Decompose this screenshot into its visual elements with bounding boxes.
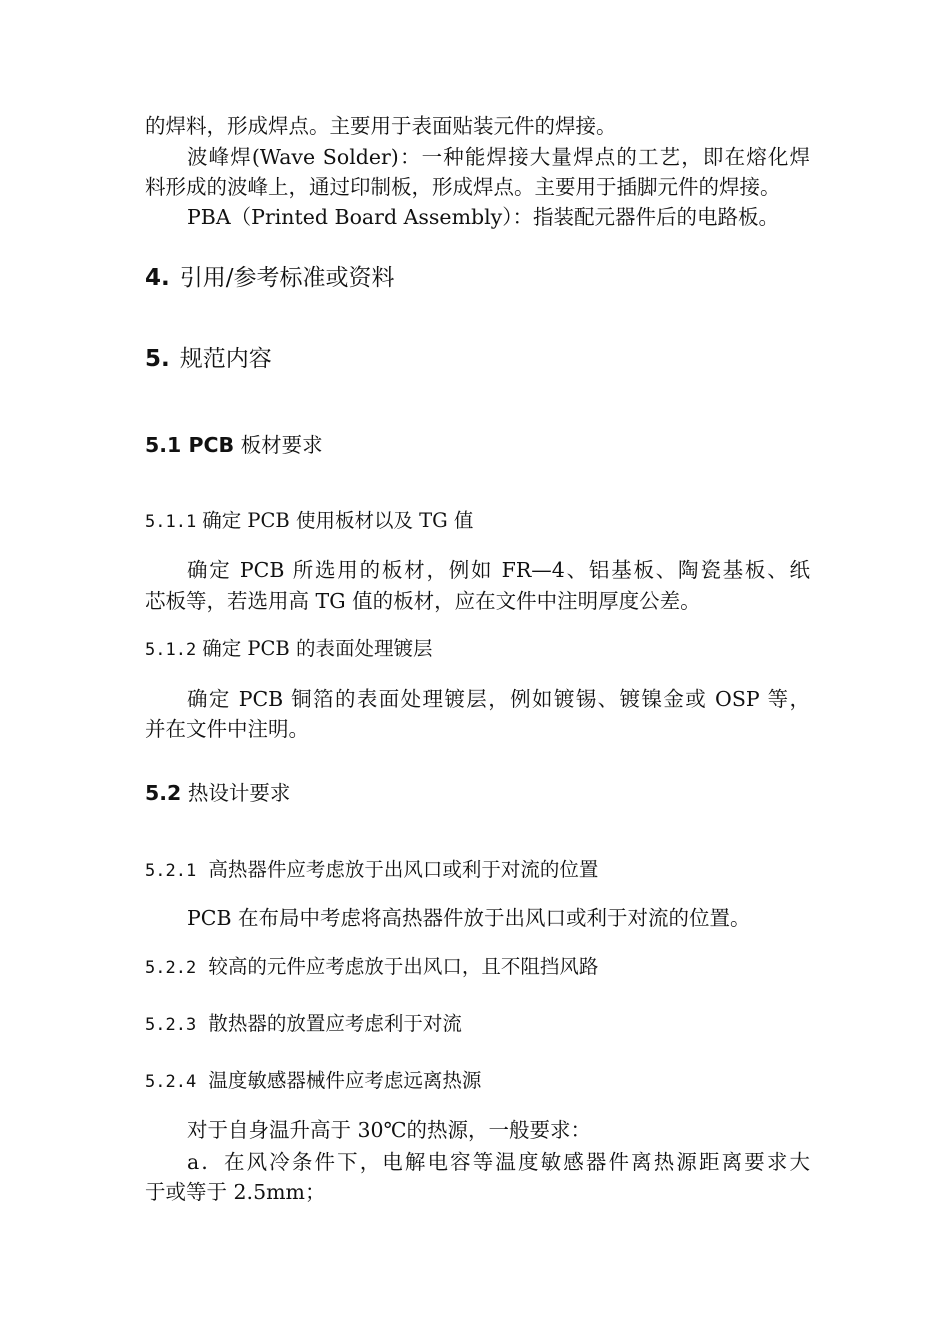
section-number: 5.: [145, 346, 170, 372]
section-title: 较高的元件应考虑放于出风口，且不阻挡风路: [202, 955, 599, 978]
paragraph-line: 的焊料，形成焊点。主要用于表面贴装元件的焊接。: [145, 114, 617, 138]
section-number: 5.1 PCB: [145, 433, 235, 457]
paragraph-line: 芯板等，若选用高 TG 值的板材，应在文件中注明厚度公差。: [145, 589, 701, 613]
section-heading-5-2-4: [145, 1066, 481, 1097]
paragraph-line: 波峰焊(Wave Solder)：一种能焊接大量焊点的工艺，即在熔化焊: [187, 145, 810, 169]
paragraph-line: 并在文件中注明。: [145, 717, 309, 741]
section-title: 散热器的放置应考虑利于对流: [202, 1012, 462, 1035]
section-heading-5-1-1: [145, 506, 473, 537]
section-number: 4.: [145, 265, 170, 291]
section-heading-5-2-1: [145, 855, 598, 886]
section-heading-5: [145, 343, 272, 375]
section-heading-5-2: [145, 778, 290, 808]
section-number: 5.1.1: [145, 512, 197, 532]
section-number: 5.2.3: [145, 1015, 197, 1035]
section-heading-5-1: [145, 430, 323, 460]
section-number: 5.2: [145, 781, 182, 805]
paragraph-line: 料形成的波峰上，通过印制板，形成焊点。主要用于插脚元件的焊接。: [145, 175, 781, 199]
section-heading-4: [145, 262, 395, 294]
paragraph-line: 确定 PCB 铜箔的表面处理镀层，例如镀锡、镀镍金或 OSP 等，: [187, 687, 810, 711]
section-heading-5-2-3: [145, 1009, 462, 1040]
section-title: 规范内容: [179, 346, 272, 372]
paragraph-line: a．在风冷条件下，电解电容等温度敏感器件离热源距离要求大: [187, 1150, 810, 1174]
section-title: 高热器件应考虑放于出风口或利于对流的位置: [202, 858, 599, 881]
section-number: 5.2.1: [145, 861, 197, 881]
section-number: 5.2.2: [145, 958, 197, 978]
paragraph-line: 确定 PCB 所选用的板材，例如 FR—4、铝基板、陶瓷基板、纸: [187, 558, 810, 582]
paragraph-line: 于或等于 2.5mm；: [145, 1180, 326, 1204]
section-title: 板材要求: [234, 433, 323, 457]
section-number: 5.2.4: [145, 1072, 197, 1092]
paragraph-line: PCB 在布局中考虑将高热器件放于出风口或利于对流的位置。: [187, 906, 751, 930]
section-title: 引用/参考标准或资料: [179, 265, 395, 291]
section-title: 确定 PCB 使用板材以及 TG 值: [202, 509, 474, 532]
section-number: 5.1.2: [145, 640, 197, 660]
section-title: 温度敏感器械件应考虑远离热源: [202, 1069, 482, 1092]
section-heading-5-2-2: [145, 952, 598, 983]
section-title: 确定 PCB 的表面处理镀层: [202, 637, 433, 660]
paragraph-line: 对于自身温升高于 30℃的热源，一般要求：: [187, 1118, 592, 1142]
section-heading-5-1-2: [145, 634, 432, 665]
section-title: 热设计要求: [181, 781, 291, 805]
paragraph-line: PBA（Printed Board Assembly）：指装配元器件后的电路板。: [187, 205, 780, 229]
